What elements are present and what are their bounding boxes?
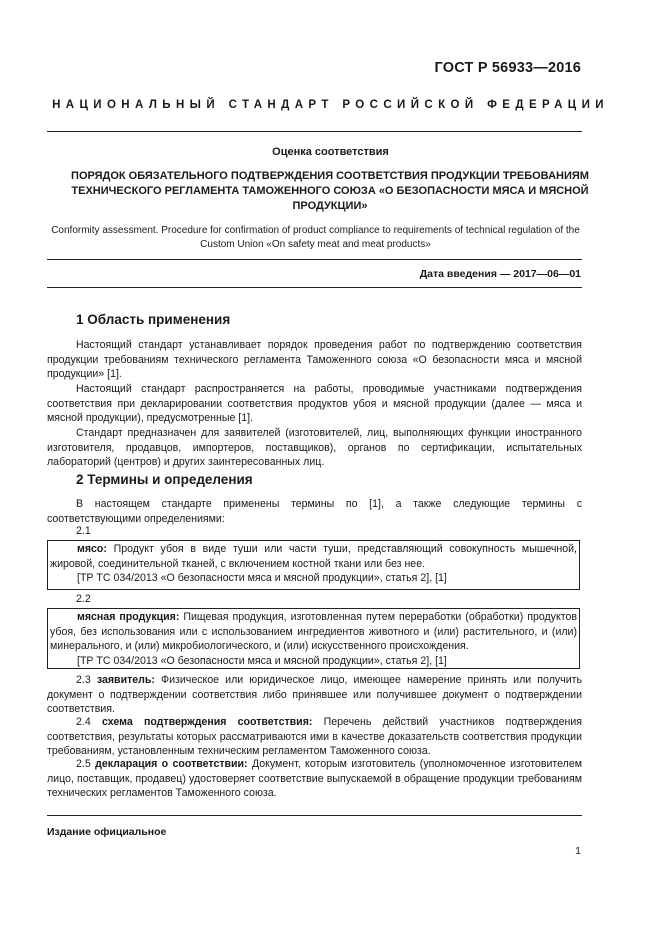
term-2-5-definition: Документ, которым изготовитель (уполномоченное изготовителем лицо, поставщик, продавец) удостоверяет соответствие выпускаемой в обращение продукции требованиям технических регламентов Таможенного союза. — [47, 758, 582, 800]
term-2-5-number: 2.5 — [76, 758, 91, 770]
term-2-1-source: [ТР ТС 034/2013 «О безопасности мяса и мясной продукции», статья 2], [1] — [77, 572, 447, 585]
standard-code: ГОСТ Р 56933—2016 — [434, 60, 581, 76]
official-edition-label: Издание официальное — [47, 826, 167, 838]
header-divider — [47, 131, 582, 132]
term-2-2-text — [50, 610, 577, 654]
term-2-2-definition: Пищевая продукция, изготовленная путем переработки (обработки) продуктов убоя, без использования или с использованием ингредиентов животного и (или) растительного, и (или) минерального, и (или) микробиологического, и (или) искусственного происхождения. — [50, 611, 577, 653]
section-1-heading: 1 Область применения — [76, 312, 231, 327]
term-2-2-box — [47, 608, 580, 669]
page-number: 1 — [575, 845, 581, 857]
section-1-paragraph-2: Настоящий стандарт распространяется на работы, проводимые участниками подтверждения соответствия при декларировании соответствия продуктов убоя и мясной продукции (далее — мяса и мясной продукции), предусмотренные [1]. — [47, 383, 582, 425]
term-2-3 — [47, 673, 582, 717]
term-2-1-number: 2.1 — [76, 525, 91, 537]
term-2-1-term: мясо: — [77, 543, 107, 555]
footer-divider — [47, 815, 582, 816]
english-title: Conformity assessment. Procedure for confirmation of product compliance to requirements of technical regulation of the Custom Union «On safety meat and meat products» — [51, 225, 580, 250]
term-2-3-number: 2.3 — [76, 674, 91, 686]
term-2-5 — [47, 757, 582, 801]
term-2-2-source: [ТР ТС 034/2013 «О безопасности мяса и мясной продукции», статья 2], [1] — [77, 654, 447, 667]
term-2-4-definition: Перечень действий участников подтверждения соответствия, результаты которых рассматриваются ими в качестве доказательств соответствия продукции требованиям, установленным техническим регламентом Таможенного союза. — [47, 716, 582, 758]
term-2-2-number: 2.2 — [76, 593, 91, 605]
date-divider — [47, 287, 582, 288]
term-2-4-number: 2.4 — [76, 716, 91, 728]
section-2-intro: В настоящем стандарте применены термины по [1], а также следующие термины с соответствующими определениями: — [47, 498, 582, 525]
document-subtitle: Оценка соответствия — [272, 146, 389, 158]
section-1-paragraph-3: Стандарт предназначен для заявителей (изготовителей, лиц, выполняющих функции иностранного изготовителя, продавцов, импортеров, поставщиков), органов по сертификации, испытательных лабораторий (центров) и других заинтересованных лиц. — [47, 427, 582, 469]
term-2-1-box — [47, 540, 580, 590]
term-2-4-term: схема подтверждения соответствия: — [101, 716, 313, 728]
term-2-4 — [47, 715, 582, 759]
term-2-3-definition: Физическое или юридическое лицо, имеющее намерение принять или получить документ о подтверждении соответствия либо принявшее или получившее документ о подтверждении соответствия. — [47, 674, 582, 716]
title-divider — [47, 259, 582, 260]
term-2-1-text — [50, 542, 577, 571]
section-2-heading: 2 Термины и определения — [76, 472, 253, 487]
term-2-2-term: мясная продукция: — [77, 611, 180, 623]
introduction-date: Дата введения — 2017—06—01 — [419, 268, 581, 280]
term-2-5-term: декларация о соответствии: — [95, 758, 248, 770]
document-title: ПОРЯДОК ОБЯЗАТЕЛЬНОГО ПОДТВЕРЖДЕНИЯ СООТВЕТСТВИЯ ПРОДУКЦИИ ТРЕБОВАНИЯМ ТЕХНИЧЕСКОГО РЕГЛАМЕНТА ТАМОЖЕННОГО СОЮЗА «О БЕЗОПАСНОСТИ МЯСА И МЯСНОЙ ПРОДУКЦИИ» — [71, 170, 589, 212]
national-standard-banner: НАЦИОНАЛЬНЫЙ СТАНДАРТ РОССИЙСКОЙ ФЕДЕРАЦИИ — [52, 99, 609, 111]
section-1-paragraph-1: Настоящий стандарт устанавливает порядок проведения работ по подтверждению соответствия продукции требованиям технического регламента Таможенного союза «О безопасности мяса и мясной продукции» [1]. — [47, 339, 582, 381]
term-2-1-definition: Продукт убоя в виде туши или части туши, представляющий совокупность мышечной, жировой, соединительной тканей, с включением костной ткани или без нее. — [50, 543, 577, 570]
term-2-3-term: заявитель: — [96, 674, 155, 686]
